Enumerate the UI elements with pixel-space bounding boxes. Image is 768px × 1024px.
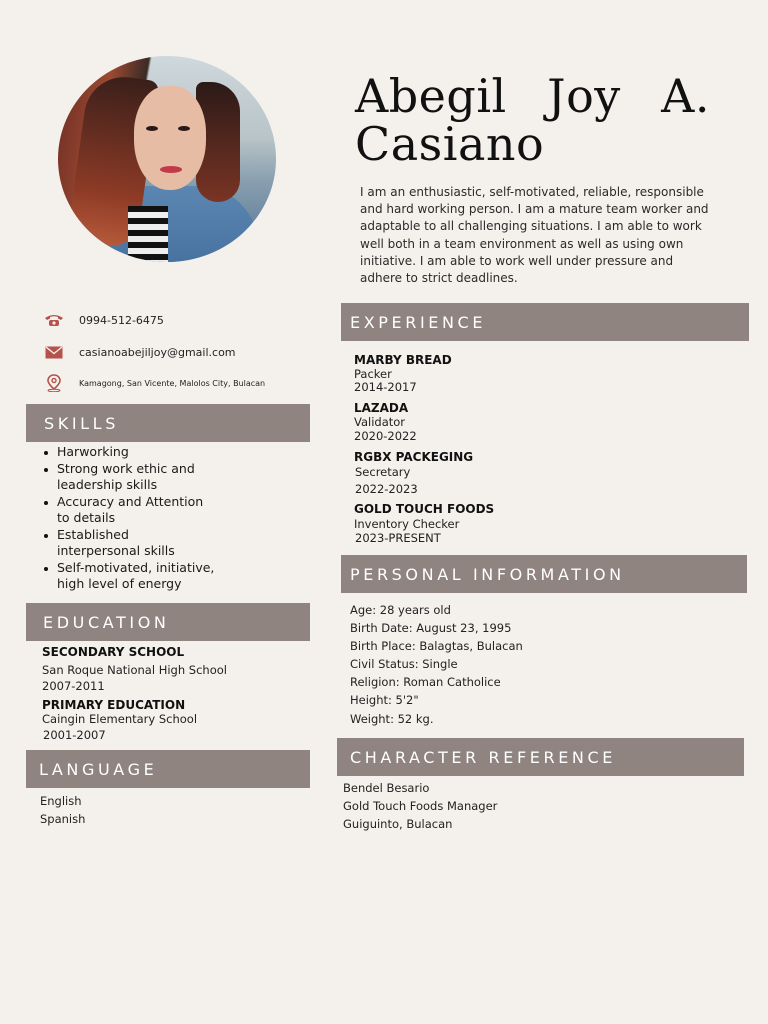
- contact-address: [44, 375, 265, 391]
- middle-initial: A.: [661, 69, 710, 123]
- list-item: Birth Date: August 23, 1995: [350, 621, 512, 636]
- middle-name: Joy: [547, 69, 621, 123]
- list-item: Religion: Roman Catholice: [350, 675, 501, 690]
- list-item: Civil Status: Single: [350, 657, 458, 672]
- language-list: [40, 792, 85, 828]
- list-item: Established interpersonal skills: [40, 527, 240, 560]
- profile-summary: I am an enthusiastic, self-motivated, reliable, responsible and hard working person. I am a mature team worker and adaptable to all challenging situations. I am able to work well both in a team environment as well as using own initiative. I am able to work well under pressure and adhere to strict deadlines.: [360, 185, 709, 286]
- phone-number: 0994-512-6475: [79, 313, 164, 327]
- education-entry-secondary: SECONDARY SCHOOL San Roque National High School 2007-2011: [42, 645, 227, 693]
- list-item: Spanish: [40, 812, 86, 826]
- mail-icon: [44, 344, 64, 360]
- list-item: Age: 28 years old: [350, 603, 451, 617]
- personal-info-header: PERSONAL INFORMATION: [341, 555, 747, 593]
- reference-header: CHARACTER REFERENCE: [337, 738, 744, 776]
- email-address[interactable]: casianoabejiljoy@gmail.com: [79, 345, 236, 359]
- last-name: Casiano: [355, 117, 545, 171]
- experience-entry: RGBX PACKEGING Secretary 2022-2023: [354, 450, 474, 496]
- experience-header: EXPERIENCE: [341, 303, 749, 341]
- list-item: Weight: 52 kg.: [350, 711, 434, 726]
- page-title: [355, 69, 710, 171]
- contact-email: [44, 344, 236, 360]
- location-pin-icon: [44, 375, 64, 391]
- contact-phone: [44, 312, 164, 328]
- experience-entry: LAZADA Validator 2020-2022: [354, 401, 417, 443]
- skills-list: [40, 444, 240, 593]
- list-item: Harworking: [40, 444, 240, 460]
- education-header: EDUCATION: [26, 603, 310, 641]
- list-item: Strong work ethic and leadership skills: [40, 461, 240, 494]
- first-name: Abegil: [355, 69, 507, 123]
- experience-entry: GOLD TOUCH FOODS Inventory Checker 2023-PRESENT: [354, 502, 495, 545]
- personal-info-list: [350, 601, 523, 728]
- language-header: LANGUAGE: [26, 750, 310, 788]
- reference-details: [343, 779, 497, 833]
- list-item: English: [40, 794, 82, 808]
- reference-position: Gold Touch Foods Manager: [343, 799, 498, 814]
- address-text: Kamagong, San Vicente, Malolos City, Bulacan: [79, 378, 266, 388]
- reference-location: Guiguinto, Bulacan: [343, 817, 453, 832]
- phone-icon: [44, 312, 64, 328]
- list-item: Accuracy and Attention to details: [40, 494, 240, 527]
- experience-entry: MARBY BREAD Packer 2014-2017: [354, 353, 452, 394]
- reference-name: Bendel Besario: [343, 781, 430, 795]
- profile-photo: [58, 56, 276, 262]
- list-item: Height: 5'2": [350, 693, 419, 708]
- list-item: Self-motivated, initiative, high level of energy: [40, 560, 240, 593]
- skills-header: SKILLS: [26, 404, 310, 442]
- education-entry-primary: PRIMARY EDUCATION Caingin Elementary School 2001-2007: [42, 698, 198, 742]
- list-item: Birth Place: Balagtas, Bulacan: [350, 639, 523, 654]
